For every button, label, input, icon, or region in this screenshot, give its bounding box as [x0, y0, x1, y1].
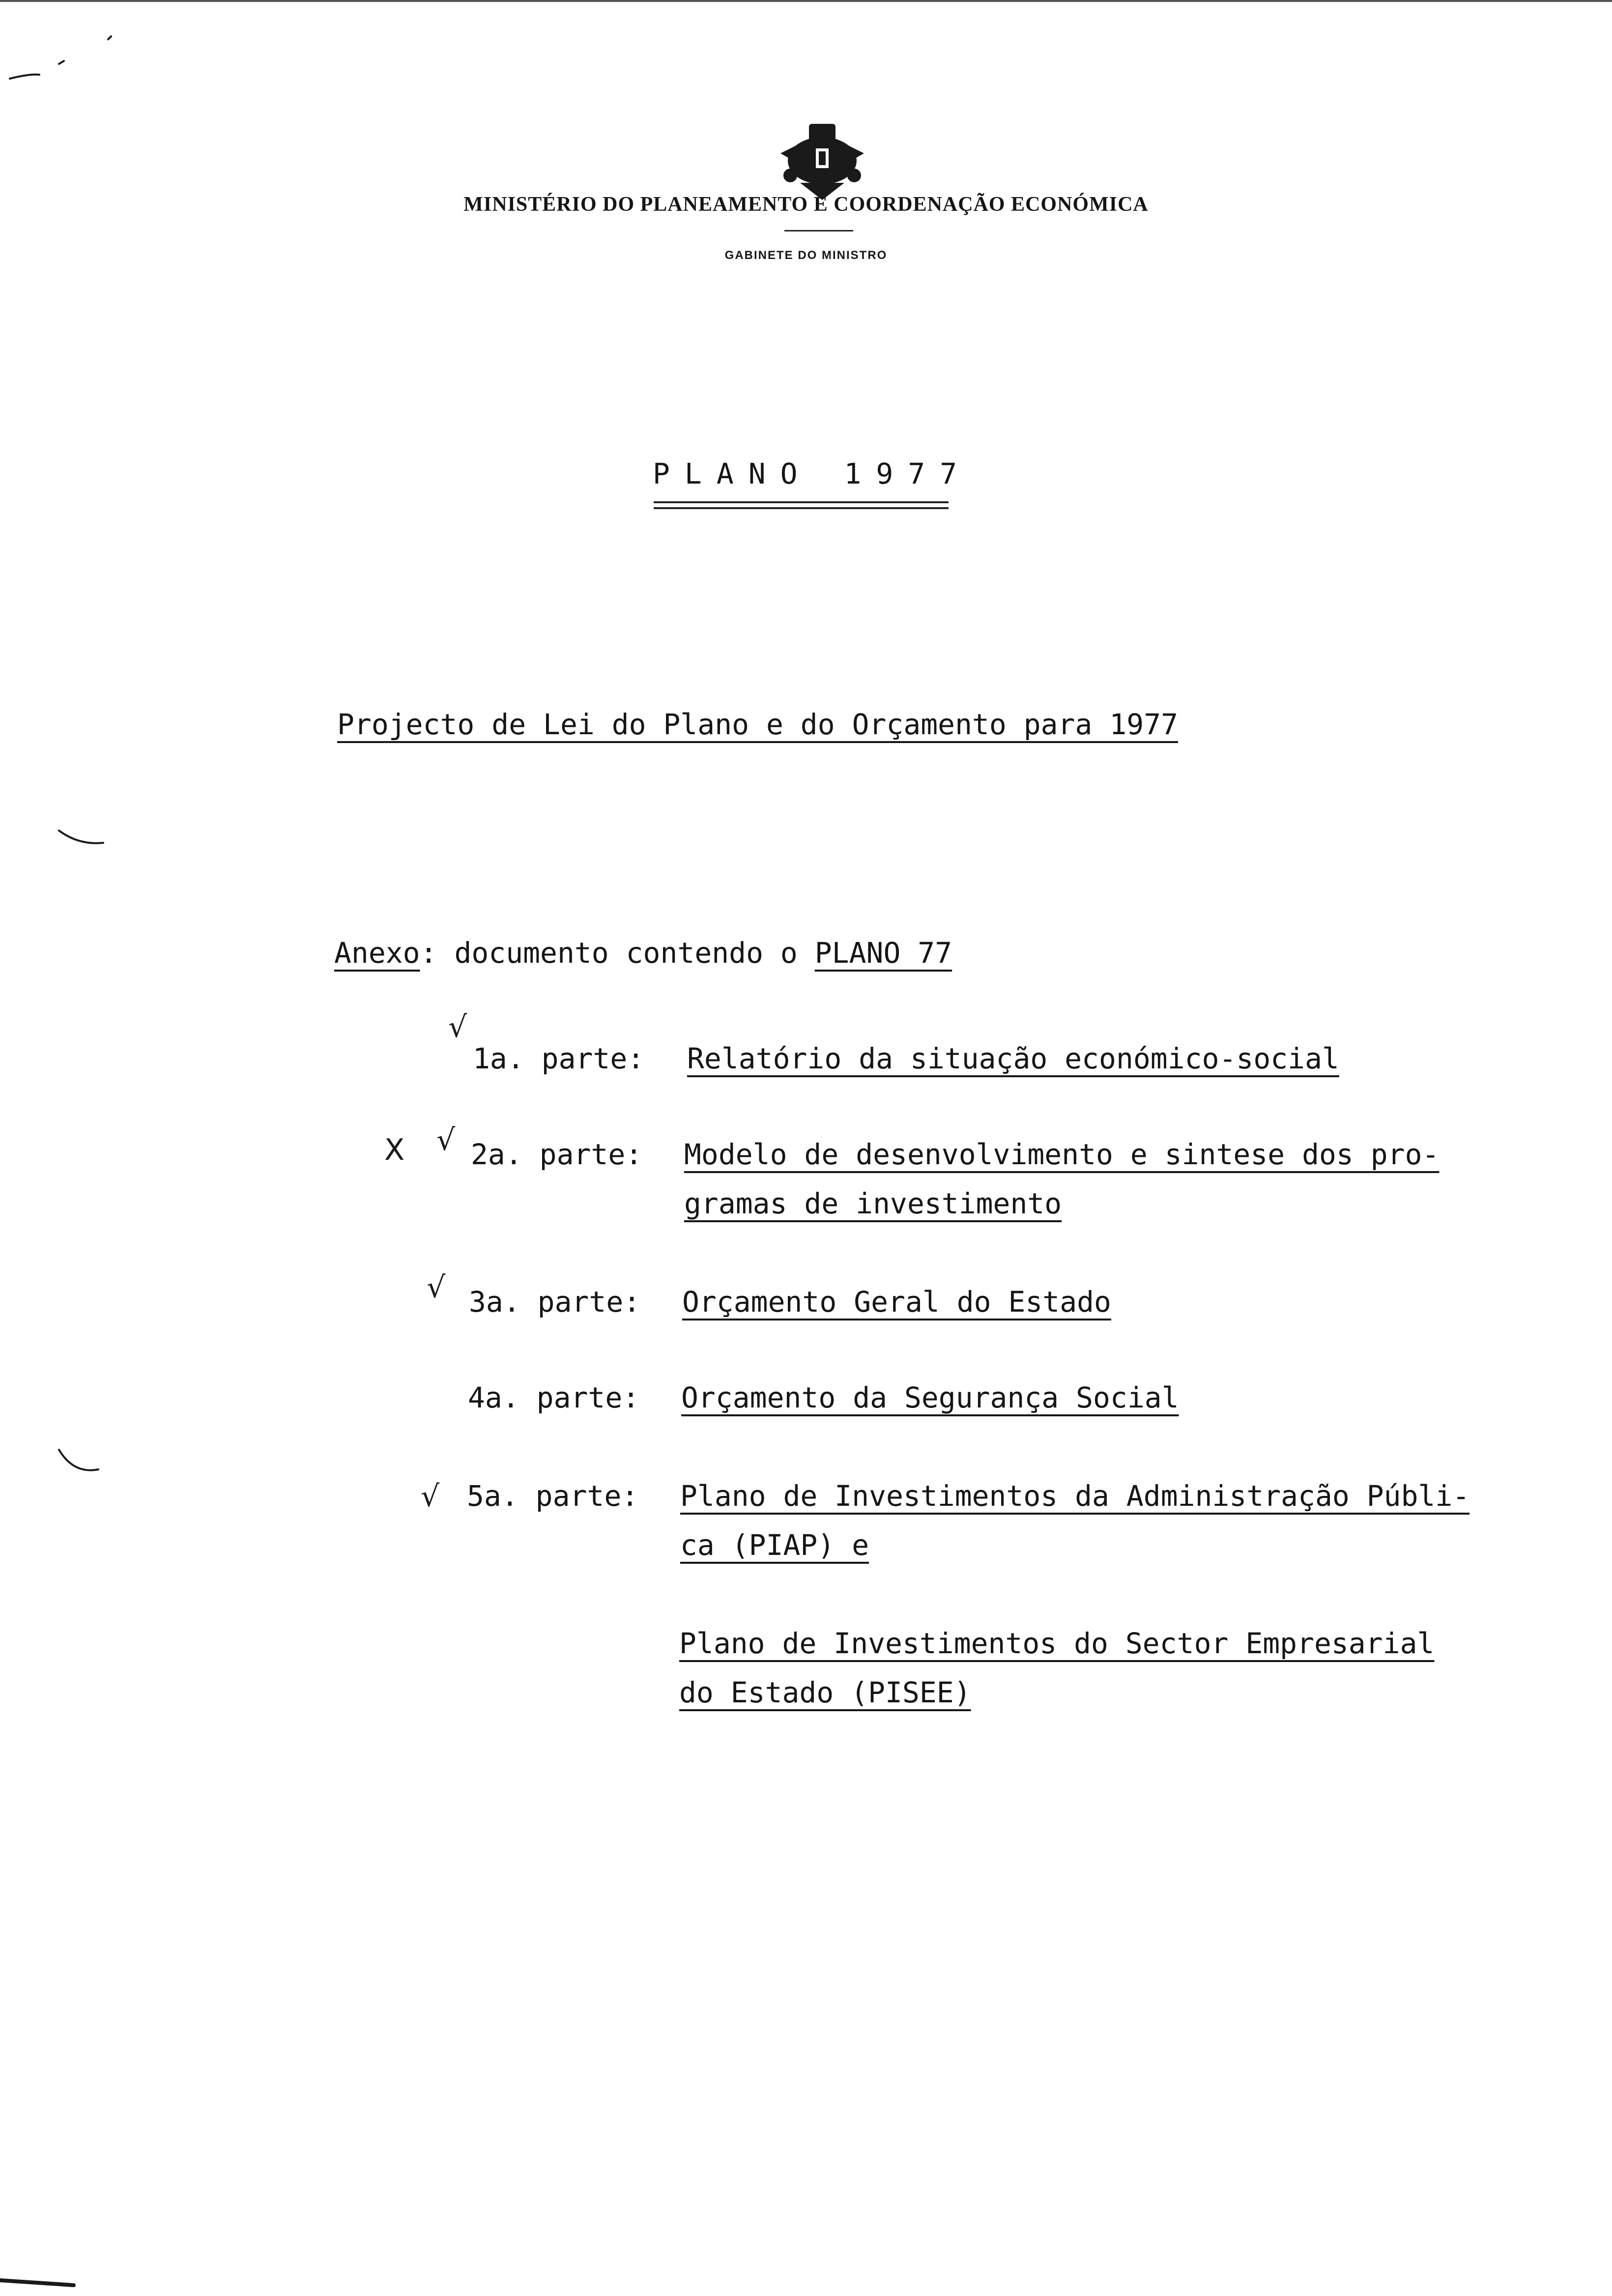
project-title: Projecto de Lei do Plano e do Orçamento para 1977 [337, 708, 1179, 741]
annex-text: documento contendo o [454, 936, 798, 970]
annex-line [334, 936, 952, 970]
pisee-line-1: Plano de Investimentos do Sector Empresarial [679, 1627, 1435, 1660]
part-4-label: 4a. parte: [468, 1381, 640, 1414]
annex-colon: : [420, 936, 437, 970]
part-2-title-line-2: gramas de investimento [684, 1187, 1062, 1220]
check-mark-part-2: √ [436, 1123, 456, 1157]
part-1-label: 1a. parte: [473, 1042, 645, 1075]
margin-curve-upper [59, 831, 103, 843]
cross-mark-part-2: X [384, 1133, 405, 1167]
coat-of-arms-icon [771, 114, 874, 202]
office-heading: GABINETE DO MINISTRO [724, 249, 888, 262]
annex-label: Anexo [334, 936, 420, 970]
title-underline-2 [654, 507, 949, 509]
annex-doc: PLANO 77 [814, 936, 952, 970]
part-5-title-line-2: ca (PIAP) e [680, 1528, 869, 1562]
check-mark-part-1: √ [448, 1010, 467, 1044]
part-5-label: 5a. parte: [467, 1479, 639, 1513]
document-title: PLANO 1977 [653, 457, 972, 490]
part-1-title: Relatório da situação económico-social [687, 1042, 1339, 1075]
part-5-title-line-1: Plano de Investimentos da Administração Públi- [680, 1479, 1470, 1513]
title-underline-1 [654, 501, 949, 503]
margin-curve-lower [59, 1450, 98, 1470]
part-2-label: 2a. parte: [471, 1138, 643, 1171]
heading-rule [784, 230, 853, 231]
check-mark-part-3: √ [427, 1270, 446, 1305]
margin-stroke-bottom [0, 2280, 74, 2285]
ministry-heading: MINISTÉRIO DO PLANEAMENTO E COORDENAÇÃO ECONÓMICA [463, 193, 1149, 216]
part-2-title-line-1: Modelo de desenvolvimento e sintese dos pro- [684, 1138, 1439, 1171]
margin-stroke-top [10, 36, 111, 79]
part-4-title: Orçamento da Segurança Social [681, 1381, 1179, 1414]
check-mark-part-5: √ [421, 1479, 440, 1514]
part-3-label: 3a. parte: [469, 1285, 641, 1319]
part-3-title: Orçamento Geral do Estado [682, 1285, 1111, 1319]
pisee-line-2: do Estado (PISEE) [679, 1676, 971, 1709]
